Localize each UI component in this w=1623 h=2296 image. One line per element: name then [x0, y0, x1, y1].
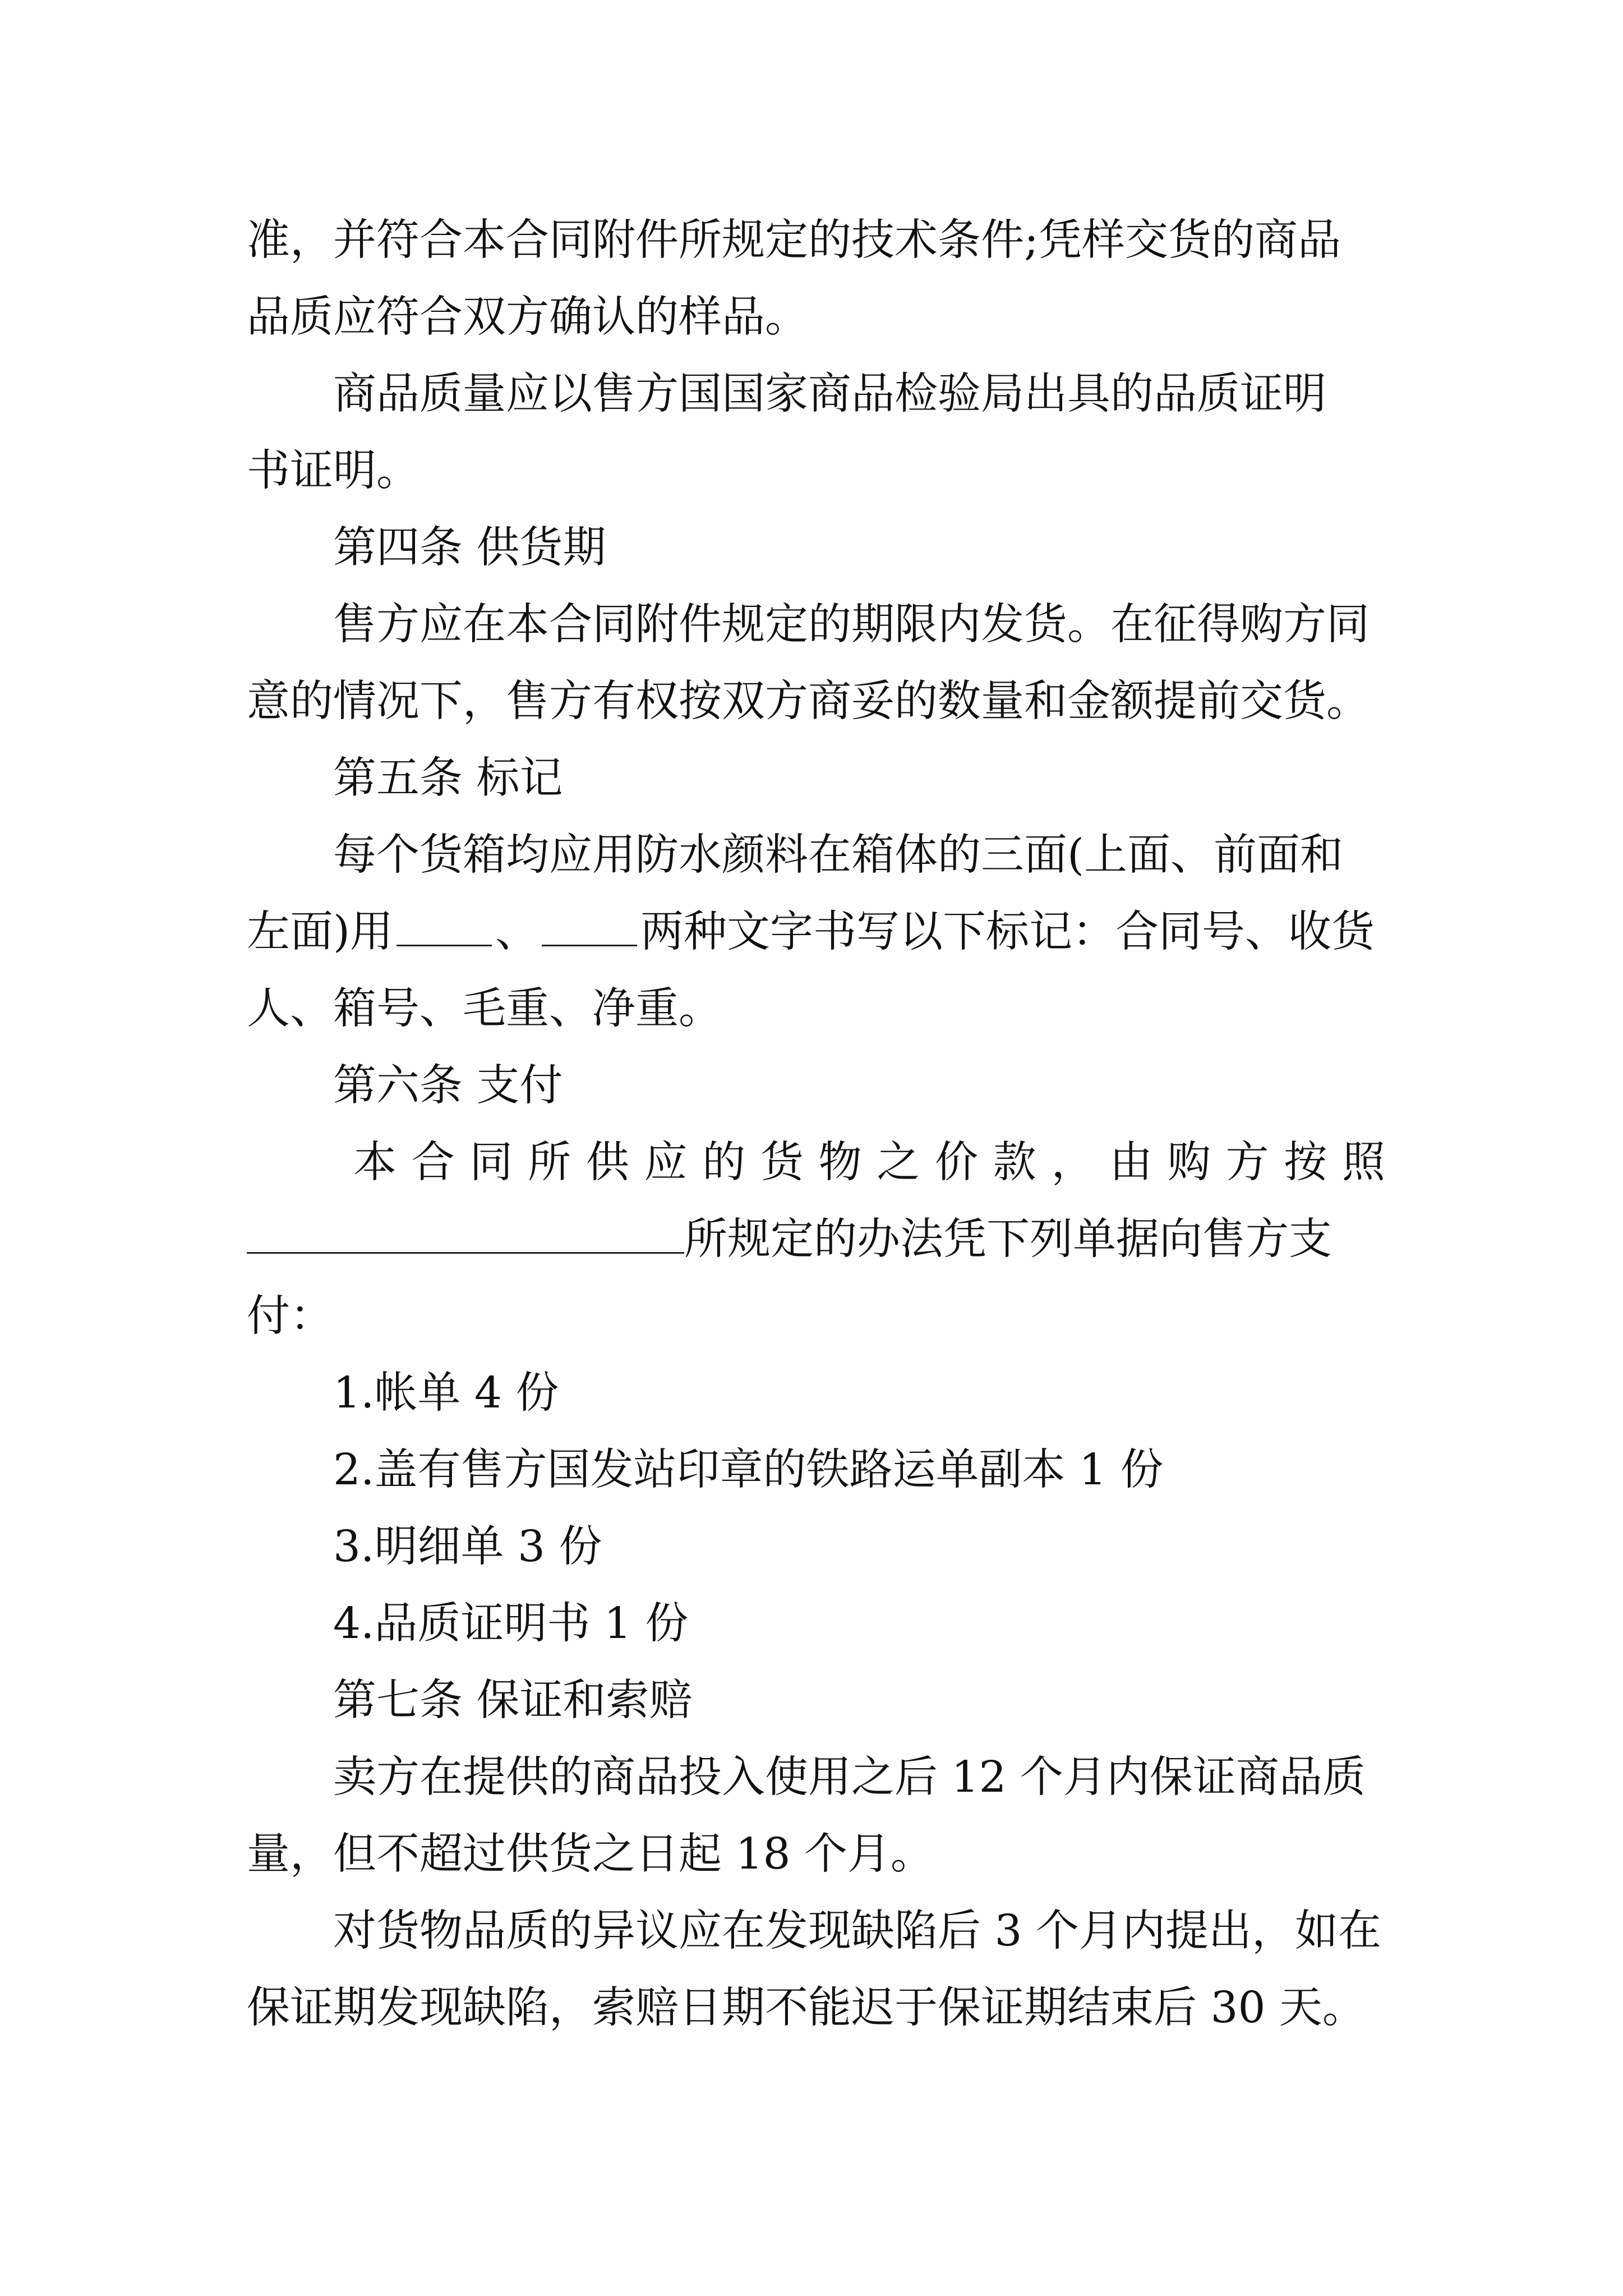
- text-glyph: ，: [1051, 1138, 1095, 1188]
- fill-blank[interactable]: [396, 905, 492, 946]
- list-item: 3.明细单 3 份: [333, 1522, 602, 1572]
- text-glyph: 由: [1109, 1138, 1153, 1188]
- list-item: 2.盖有售方国发站印章的铁路运单副本 1 份: [333, 1445, 1164, 1495]
- text-glyph: 应: [644, 1138, 688, 1188]
- text-glyph: 供: [585, 1138, 629, 1188]
- text-line-with-blanks: [247, 894, 1385, 970]
- fill-blank[interactable]: [247, 1213, 684, 1254]
- text-glyph: 照: [1341, 1138, 1385, 1188]
- fill-blank[interactable]: [542, 905, 637, 946]
- text-line: 量，但不超过供货之日起 18 个月。: [247, 1829, 934, 1879]
- text-line: 对货物品质的异议应在发现缺陷后 3 个月内提出，如在: [333, 1906, 1381, 1956]
- text-line: 商品质量应以售方国国家商品检验局出具的品质证明: [333, 369, 1326, 419]
- text-line: 意的情况下，售方有权按双方商妥的数量和金额提前交货。: [247, 677, 1370, 726]
- text-glyph: 按: [1284, 1138, 1327, 1188]
- text-glyph: 物: [818, 1138, 862, 1188]
- text-line: 每个货箱均应用防水颜料在箱体的三面(上面、前面和: [333, 830, 1344, 880]
- text-line: 准，并符合本合同附件所规定的技术条件;凭样交货的商品: [247, 215, 1341, 265]
- text-glyph: 本: [353, 1138, 396, 1188]
- text-line-with-blanks: [247, 1201, 1385, 1278]
- text-glyph: 价: [935, 1138, 979, 1188]
- text-line: 书证明。: [247, 446, 419, 496]
- section-heading: 第六条 支付: [333, 1061, 563, 1111]
- text-fragment: 两种文字书写以下标记：合同号、收货: [640, 907, 1375, 957]
- text-line: 人、箱号、毛重、净重。: [247, 984, 722, 1034]
- text-line: 卖方在提供的商品投入使用之后 12 个月内保证商品质: [333, 1752, 1366, 1802]
- text-glyph: 款: [993, 1138, 1036, 1188]
- text-glyph: 合: [411, 1138, 455, 1188]
- text-line: 付：: [247, 1291, 333, 1341]
- text-fragment: 所规定的办法凭下列单据向售方支: [684, 1214, 1332, 1264]
- list-item: 1.帐单 4 份: [333, 1368, 559, 1418]
- text-fragment: 左面)用: [247, 907, 394, 957]
- text-glyph: 货: [760, 1138, 804, 1188]
- text-glyph: 所: [528, 1138, 571, 1188]
- list-item: 4.品质证明书 1 份: [333, 1599, 689, 1649]
- text-fragment: 、: [495, 907, 539, 957]
- section-heading: 第四条 供货期: [333, 523, 606, 573]
- document-page: [247, 202, 1385, 2046]
- text-glyph: 之: [877, 1138, 920, 1188]
- text-line: 保证期发现缺陷，索赔日期不能迟于保证期结束后 30 天。: [247, 1983, 1366, 2033]
- text-glyph: 购: [1167, 1138, 1211, 1188]
- section-heading: 第七条 保证和索赔: [333, 1676, 693, 1726]
- section-heading: 第五条 标记: [333, 753, 563, 803]
- text-glyph: 的: [702, 1138, 746, 1188]
- text-line: 售方应在本合同附件规定的期限内发货。在征得购方同: [333, 600, 1370, 650]
- text-glyph: 方: [1225, 1138, 1269, 1188]
- text-line-justified: [247, 1124, 1385, 1201]
- text-glyph: 同: [469, 1138, 513, 1188]
- text-line: 品质应符合双方确认的样品。: [247, 292, 808, 342]
